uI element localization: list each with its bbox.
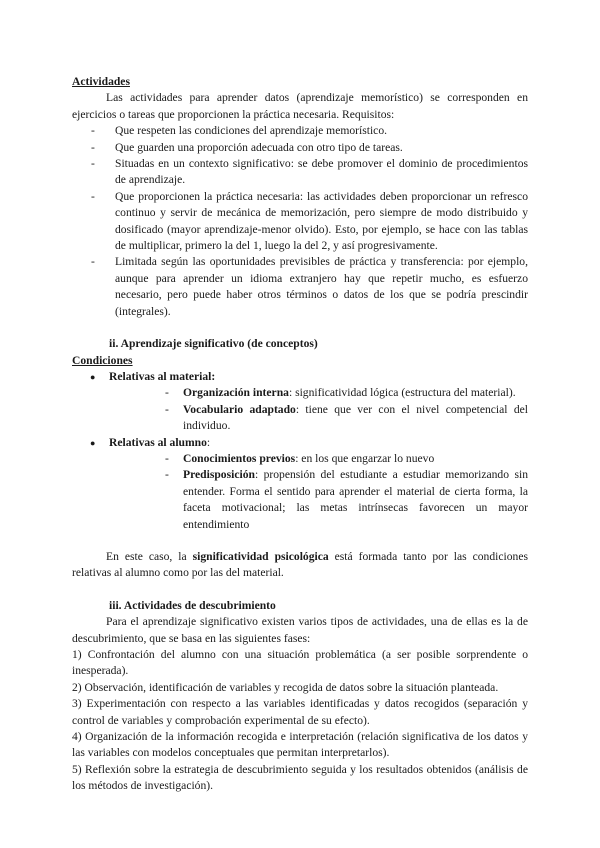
descubrimiento-heading: iii. Actividades de descubrimiento [109, 598, 276, 612]
significatividad-paragraph: En este caso, la significatividad psicológica está formada tanto por las condiciones relativas al alumno como por las del material. [72, 549, 528, 580]
actividades-heading: Actividades [72, 75, 130, 88]
requisitos-list [72, 123, 528, 320]
descubrimiento-intro: Para el aprendizaje significativo existen varios tipos de actividades, una de ellas es la de descubrimiento, que se basa en las siguientes fases: [72, 615, 528, 645]
phase-item: 5) Reflexión sobre la estrategia de descubrimiento seguida y los resultados obtenidos (análisis de los métodos de investigación). [72, 762, 528, 793]
phase-item: 3) Experimentación con respecto a las variables identificadas y datos recogidos (separación y control de variables y comprobación experimental de su efecto). [72, 697, 528, 727]
list-item: - Organización interna: significatividad lógica (estructura del material). [109, 385, 528, 401]
actividades-intro: Las actividades para aprender datos (aprendizaje memorístico) se corresponden en ejercicios o tareas que proporcionen la práctica necesaria. Requisitos: [72, 91, 528, 121]
list-item: - Situadas en un contexto significativo: se debe promover el dominio de procedimientos de aprendizaje. [72, 156, 528, 189]
phase-item: 1) Confrontación del alumno con una situación problemática (a ser posible sorprendente o inesperada). [72, 648, 528, 678]
list-item: - Conocimientos previos: en los que engarzar lo nuevo [109, 451, 528, 467]
condiciones-heading: Condiciones [72, 353, 133, 367]
condiciones-list [72, 369, 528, 533]
list-item: - Limitada según las oportunidades previsibles de práctica y transferencia: por ejemplo, aunque para aprender un idioma extranjero hay que repetir mucho, es esfuerzo necesario, pero puede haber otros términos o datos de los que se podría prescindir (integrales). [72, 254, 528, 320]
list-item: - Predisposición: propensión del estudiante a estudiar memorizando sin entender. Forma el sentido para aprender el material de cierta forma, la faceta motivacional; las metas intrínsecas favorecen un mayor entendimiento [109, 467, 528, 533]
alumno-bullet: ● Relativas al alumno: - Conocimientos previos: en los que engarzar lo nuevo - Predisposición: propensión del estudiante a estudiar memorizando sin entender. Forma el sentido para aprender el material de cierta forma, la faceta motivacional; las metas intrínsecas favorecen un mayor entendimiento [72, 435, 528, 533]
list-item: - Que guarden una proporción adecuada con otro tipo de tareas. [72, 140, 528, 156]
list-item: - Vocabulario adaptado: tiene que ver con el nivel competencial del individuo. [109, 402, 528, 435]
phase-item: 4) Organización de la información recogida e interpretación (relación significativa de los datos y las variables con modelos conceptuales que permitan interpretarlos). [72, 730, 528, 760]
list-item: - Que respeten las condiciones del aprendizaje memorístico. [72, 123, 528, 139]
significativo-heading: ii. Aprendizaje significativo (de conceptos) [109, 337, 318, 351]
list-item: - Que proporcionen la práctica necesaria: las actividades deben proporcionar un refresco continuo y servir de mecánica de memorización, pero siempre de modo distribuido y dosificado (mayor aprendizaje-menor olvido). Esto, por ejemplo, se hace con las tablas de multiplicar, primero la del 1, luego la del 2, y así progresivamente. [72, 189, 528, 255]
document-page [72, 74, 528, 795]
alumno-sublist [109, 451, 528, 533]
material-bullet: ● Relativas al material: - Organización interna: significatividad lógica (estructura del material). - Vocabulario adaptado: tiene que ver con el nivel competencial del individuo. [72, 369, 528, 435]
phase-item: 2) Observación, identificación de variables y recogida de datos sobre la situación planteada. [72, 680, 499, 694]
material-sublist [109, 385, 528, 434]
